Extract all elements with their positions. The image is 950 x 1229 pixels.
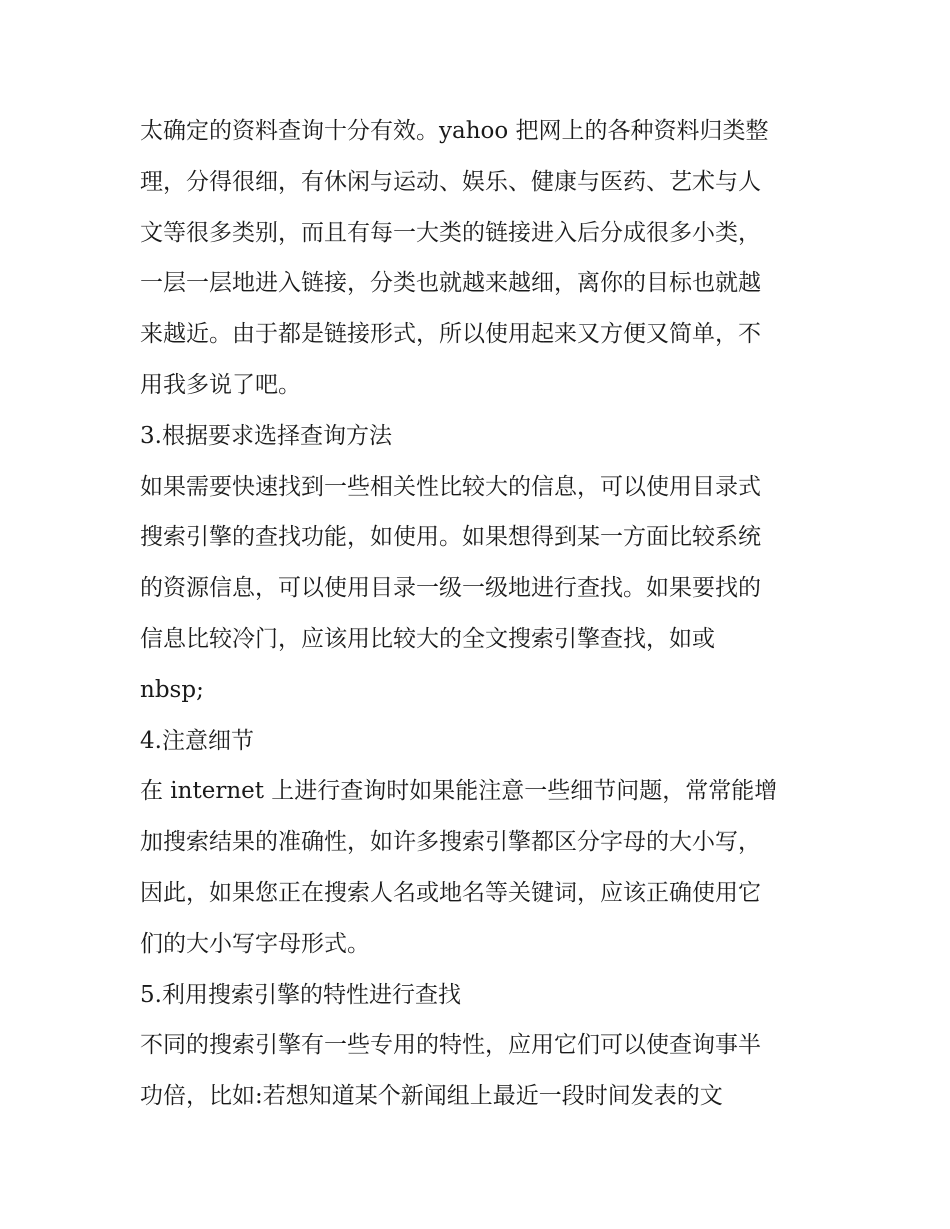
document-body — [140, 106, 815, 1122]
text-line: 的资源信息，可以使用目录一级一级地进行查找。如果要找的 — [140, 575, 761, 602]
text-line: 功倍，比如:若想知道某个新闻组上最近一段时间发表的文 — [140, 1083, 723, 1110]
text-line: 信息比较冷门，应该用比较大的全文搜索引擎查找，如或 — [140, 625, 715, 652]
text-line: 们的大小写字母形式。 — [140, 930, 370, 957]
text-line: 文等很多类别，而且有每一大类的链接进入后分成很多小类， — [140, 219, 761, 246]
text-line: 不同的搜索引擎有一些专用的特性，应用它们可以使查询事半 — [140, 1032, 761, 1059]
text-line: 搜索引擎的查找功能，如使用。如果想得到某一方面比较系统 — [140, 524, 761, 551]
text-line: 理，分得很细，有休闲与运动、娱乐、健康与医药、艺术与人 — [140, 168, 761, 195]
text-line: 加搜索结果的准确性，如许多搜索引擎都区分字母的大小写， — [140, 829, 761, 856]
text-line: 因此，如果您正在搜索人名或地名等关键词，应该正确使用它 — [140, 879, 761, 906]
text-line: 如果需要快速找到一些相关性比较大的信息，可以使用目录式 — [140, 473, 761, 500]
text-line: nbsp; — [140, 676, 204, 703]
text-line: 太确定的资料查询十分有效。yahoo 把网上的各种资料归类整 — [140, 118, 769, 144]
text-line: 在 internet 上进行查询时如果能注意一些细节问题，常常能增 — [140, 778, 778, 805]
section-heading-3: 3.根据要求选择查询方法 — [140, 422, 392, 449]
text-line: 一层一层地进入链接，分类也就越来越细，离你的目标也就越 — [140, 270, 761, 297]
section-heading-4: 4.注意细节 — [140, 727, 254, 754]
text-line: 来越近。由于都是链接形式，所以使用起来又方便又简单，不 — [140, 321, 761, 348]
section-heading-5: 5.利用搜索引擎的特性进行查找 — [140, 981, 461, 1008]
text-line: 用我多说了吧。 — [140, 371, 301, 398]
